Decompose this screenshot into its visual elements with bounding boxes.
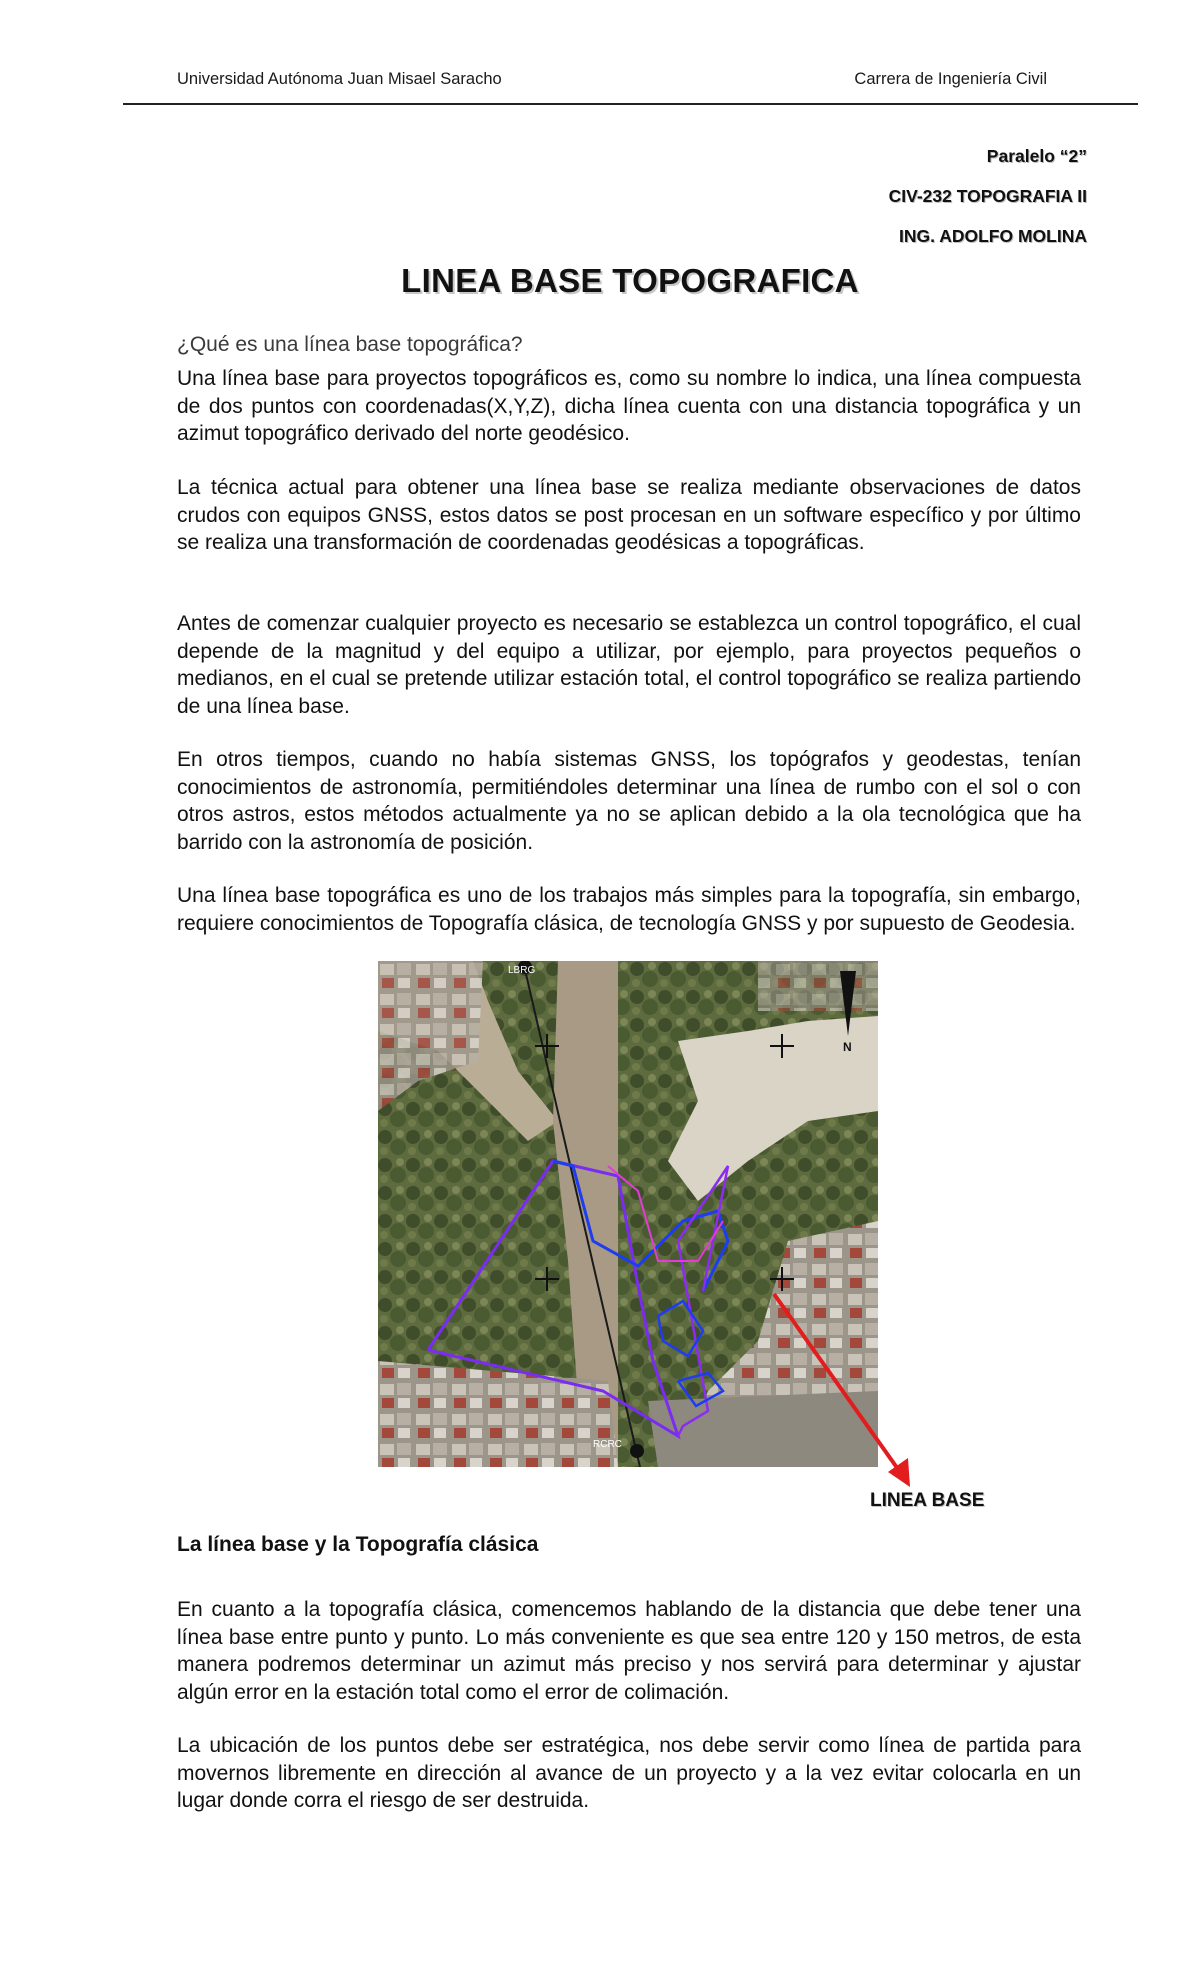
paragraph: En otros tiempos, cuando no había sistemas GNSS, los topógrafos y geodestas, tenían conocimientos de astronomía, permitiéndoles determinar una línea de rumbo con el sol o con otros astros, estos métodos actualmente ya no se aplican debido a la ola tecnológica que ha barrido con la astronomía de posición. bbox=[177, 748, 1081, 854]
intro-question: ¿Qué es una línea base topográfica? bbox=[177, 333, 523, 356]
paragraph: En cuanto a la topografía clásica, comencemos hablando de la distancia que debe tener una línea base entre punto y punto. Lo más conveniente es que sea entre 120 y 150 metros, de esta manera podremos determinar un azimut más preciso y nos servirá para determinar y ajustar algún error en la estación total como el error de colimación. bbox=[177, 1598, 1081, 1704]
paragraph: La técnica actual para obtener una línea base se realiza mediante observaciones de datos crudos con equipos GNSS, estos datos se post procesan en un software específico y por último se realiza una transformación de coordenadas geodésicas a topográficas. bbox=[177, 476, 1081, 554]
header-career: Carrera de Ingeniería Civil bbox=[854, 70, 1047, 88]
course-code: CIV-232 TOPOGRAFIA II bbox=[888, 186, 1087, 206]
base-point-bottom bbox=[630, 1444, 644, 1458]
instructor-name: ING. ADOLFO MOLINA bbox=[899, 226, 1087, 246]
point-label-bottom: RCRC bbox=[593, 1439, 622, 1450]
paragraph: Antes de comenzar cualquier proyecto es necesario se establezca un control topográfico, el cual depende de la magnitud y del equipo a utilizar, por ejemplo, para proyectos pequeños o medianos, en el cual se pretende utilizar estación total, el control topográfico se realiza partiendo de una línea base. bbox=[177, 612, 1081, 718]
page-title: LINEA BASE TOPOGRAFICA bbox=[401, 262, 859, 299]
paralelo-label: Paralelo “2” bbox=[986, 146, 1087, 166]
section-heading: La línea base y la Topografía clásica bbox=[177, 1533, 539, 1556]
urban-block bbox=[758, 961, 878, 1011]
paragraph: Una línea base para proyectos topográficos es, como su nombre lo indica, una línea compuesta de dos puntos con coordenadas(X,Y,Z), dicha línea cuenta con una distancia topográfica y un azimut topográfico derivado del norte geodésico. bbox=[177, 367, 1081, 445]
callout-arrow-icon bbox=[770, 1290, 930, 1490]
north-label: N bbox=[843, 1040, 852, 1054]
paragraph: La ubicación de los puntos debe ser estratégica, nos debe servir como línea de partida para movernos libremente en dirección al avance de un proyecto y a la vez evitar colocarla en un lugar donde corra el riesgo de ser destruida. bbox=[177, 1734, 1081, 1812]
paragraph: Una línea base topográfica es uno de los trabajos más simples para la topografía, sin embargo, requiere conocimientos de Topografía clásica, de tecnología GNSS y por supuesto de Geodesia. bbox=[177, 884, 1081, 935]
header-divider bbox=[123, 103, 1138, 105]
header-university: Universidad Autónoma Juan Misael Saracho bbox=[177, 70, 502, 88]
point-label-top: LBRG bbox=[508, 965, 536, 976]
figure-callout-label: LINEA BASE bbox=[870, 1490, 985, 1511]
